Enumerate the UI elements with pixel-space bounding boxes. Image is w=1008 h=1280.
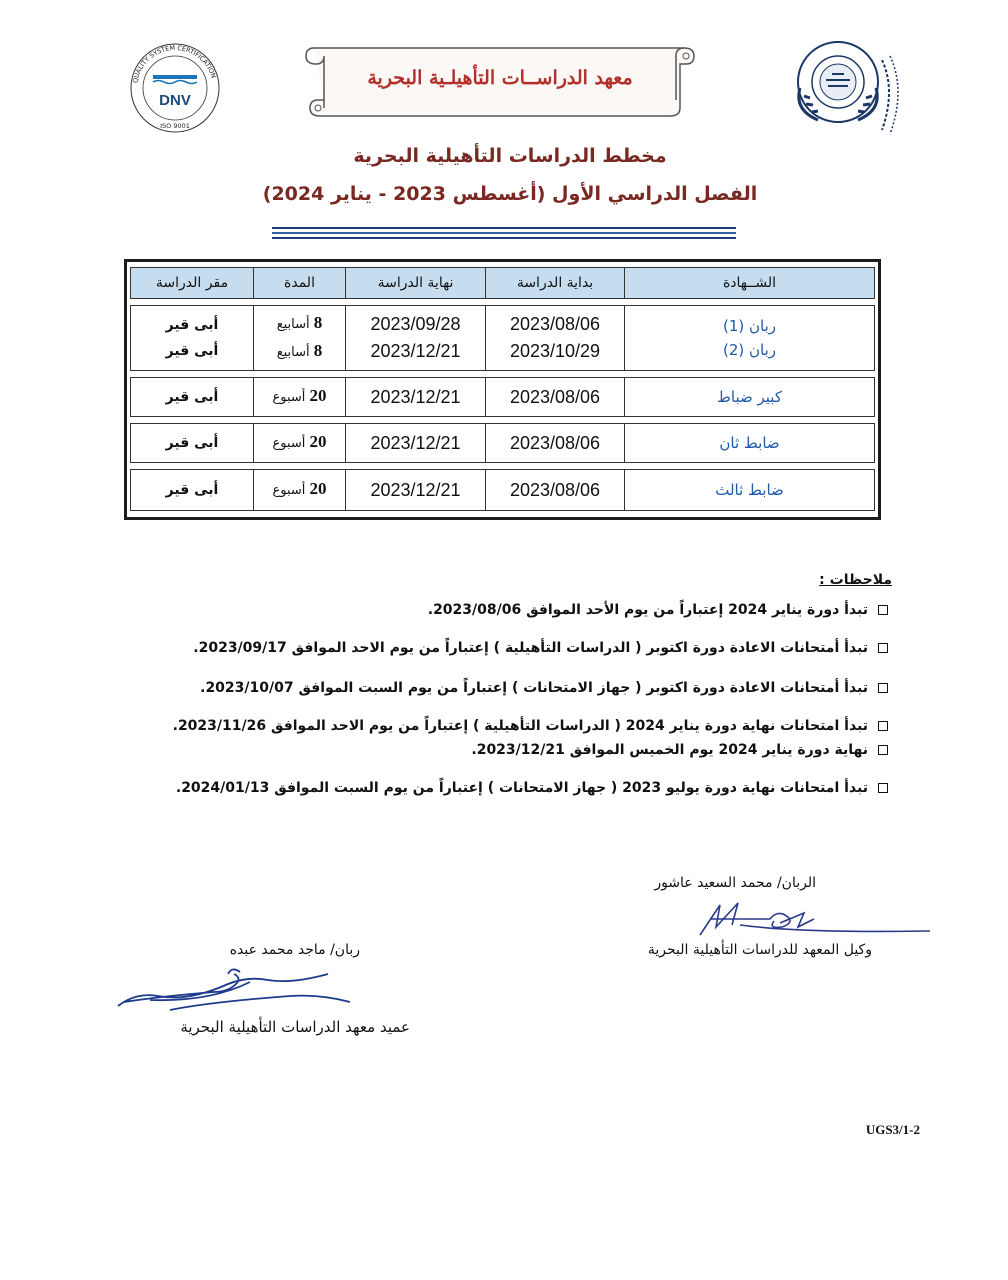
document-code: UGS3/1-2 (865, 1122, 920, 1137)
table-row (130, 305, 875, 371)
duration-text: 20 أسبوع (272, 479, 327, 498)
note-item (471, 742, 888, 758)
duration-cell (253, 470, 345, 510)
place-cell (131, 470, 253, 510)
certificate-name: ضابط ثالث (715, 481, 784, 499)
duration-text: 8 أسابيع (276, 341, 323, 360)
end-date: 2023/12/21 (370, 341, 461, 361)
note-text: تبدأ دورة يناير 2024 إعتباراً من يوم الأحد الموافق 2023/08/06. (427, 602, 868, 618)
note-item (176, 780, 888, 796)
certificate-cell (624, 424, 874, 462)
table-row (130, 469, 875, 511)
notes-heading: ملاحظات : (819, 572, 892, 588)
square-bullet-icon (878, 783, 888, 793)
institute-banner (300, 38, 700, 120)
duration-cell (253, 378, 345, 416)
note-text: تبدأ أمتحانات الاعادة دورة اكتوبر ( جهاز الامتحانات ) إعتباراً من يوم السبت الموافق 2023/10/07. (200, 680, 868, 696)
dnv-brand: DNV (159, 92, 191, 109)
square-bullet-icon (878, 643, 888, 653)
duration-text: 20 أسبوع (272, 432, 327, 451)
schedule-table (124, 259, 881, 520)
place-text: أبى قير (165, 389, 219, 405)
duration-text: 20 أسبوع (272, 386, 327, 405)
square-bullet-icon (878, 721, 888, 731)
place-text: أبى قير (165, 343, 219, 359)
end-date-cell (345, 424, 485, 462)
header-certificate: الشــهادة (624, 268, 874, 298)
header-duration: المدة (253, 268, 345, 298)
place-text: أبى قير (165, 435, 219, 451)
certificate-cell (624, 378, 874, 416)
certificate-name: كبير ضباط (717, 388, 782, 406)
header-place: مقر الدراسة (155, 275, 229, 291)
start-date-cell (485, 424, 624, 462)
start-date-cell (485, 470, 624, 510)
table-row (130, 423, 875, 463)
certificate-name: ربان (1) (722, 317, 777, 335)
end-date: 2023/12/21 (370, 432, 461, 453)
dean-signature (110, 962, 370, 1018)
square-bullet-icon (878, 605, 888, 615)
dnv-certification-logo (120, 30, 230, 140)
note-item (428, 602, 888, 618)
vice-dean-title: وكيل المعهد للدراسات التأهيلية البحرية (647, 942, 872, 958)
start-date: 2023/08/06 (509, 386, 601, 407)
end-date-cell (345, 378, 485, 416)
duration-text: 8 أسابيع (276, 313, 323, 332)
header-start: بداية الدراسة (485, 268, 624, 298)
note-text: نهاية دورة يناير 2024 يوم الخميس الموافق 2023/12/21. (471, 742, 868, 758)
start-date: 2023/10/29 (509, 341, 601, 361)
dean-title: عميد معهد الدراسات التأهيلية البحرية (180, 1018, 410, 1036)
institute-name: معهد الدراســات التأهيلـية البحرية (367, 67, 633, 89)
dean-name: ربان/ ماجد محمد عبده (229, 942, 360, 958)
dnv-arc-text: QUALITY SYSTEM CERTIFICATION (131, 43, 218, 84)
certificate-name: ربان (2) (722, 341, 777, 359)
academy-seal-icon (778, 30, 908, 140)
place-cell (131, 378, 253, 416)
note-text: تبدأ امتحانات نهاية دورة يناير 2024 ( الدراسات التأهيلية ) إعتباراً من يوم الاحد الموافق 2023/11/26. (172, 718, 868, 734)
note-text: تبدأ امتحانات نهاية دورة يوليو 2023 ( جهاز الامتحانات ) إعتباراً من يوم السبت الموافق 2024/01/13. (175, 780, 868, 796)
start-date: 2023/08/06 (509, 479, 601, 500)
end-date-cell (345, 306, 485, 370)
dnv-standard: ISO 9001 (160, 122, 190, 130)
vice-dean-signature (680, 895, 940, 945)
note-item (193, 640, 888, 656)
square-bullet-icon (878, 683, 888, 693)
note-item (200, 680, 888, 696)
place-cell (131, 306, 253, 370)
end-date: 2023/12/21 (370, 479, 461, 500)
end-date-cell (345, 470, 485, 510)
place-text: أبى قير (165, 482, 219, 498)
square-bullet-icon (878, 745, 888, 755)
vice-dean-name: الربان/ محمد السعيد عاشور (654, 875, 816, 891)
note-text: تبدأ أمتحانات الاعادة دورة اكتوبر ( الدراسات التأهيلية ) إعتباراً من يوم الاحد الموافق 2023/09/17. (193, 640, 868, 656)
start-date: 2023/08/06 (509, 314, 601, 334)
semester-subtitle: الفصل الدراسي الأول (أغسطس 2023 - يناير 2024) (262, 183, 758, 205)
start-date-cell (485, 306, 624, 370)
end-date: 2023/12/21 (370, 386, 461, 407)
certificate-cell (624, 306, 874, 370)
page-title: مخطط الدراسات التأهيلية البحرية (353, 145, 667, 167)
note-item (173, 718, 888, 734)
end-date: 2023/09/28 (370, 314, 461, 334)
place-text: أبى قير (165, 317, 219, 333)
duration-cell (253, 424, 345, 462)
start-date: 2023/08/06 (509, 432, 601, 453)
duration-cell (253, 306, 345, 370)
start-date-cell (485, 378, 624, 416)
certificate-name: ضابط ثان (719, 434, 780, 452)
certificate-cell (624, 470, 874, 510)
table-header-row (130, 267, 875, 299)
title-divider (272, 227, 736, 241)
table-row (130, 377, 875, 417)
place-cell (131, 424, 253, 462)
header-end: نهاية الدراسة (345, 268, 485, 298)
